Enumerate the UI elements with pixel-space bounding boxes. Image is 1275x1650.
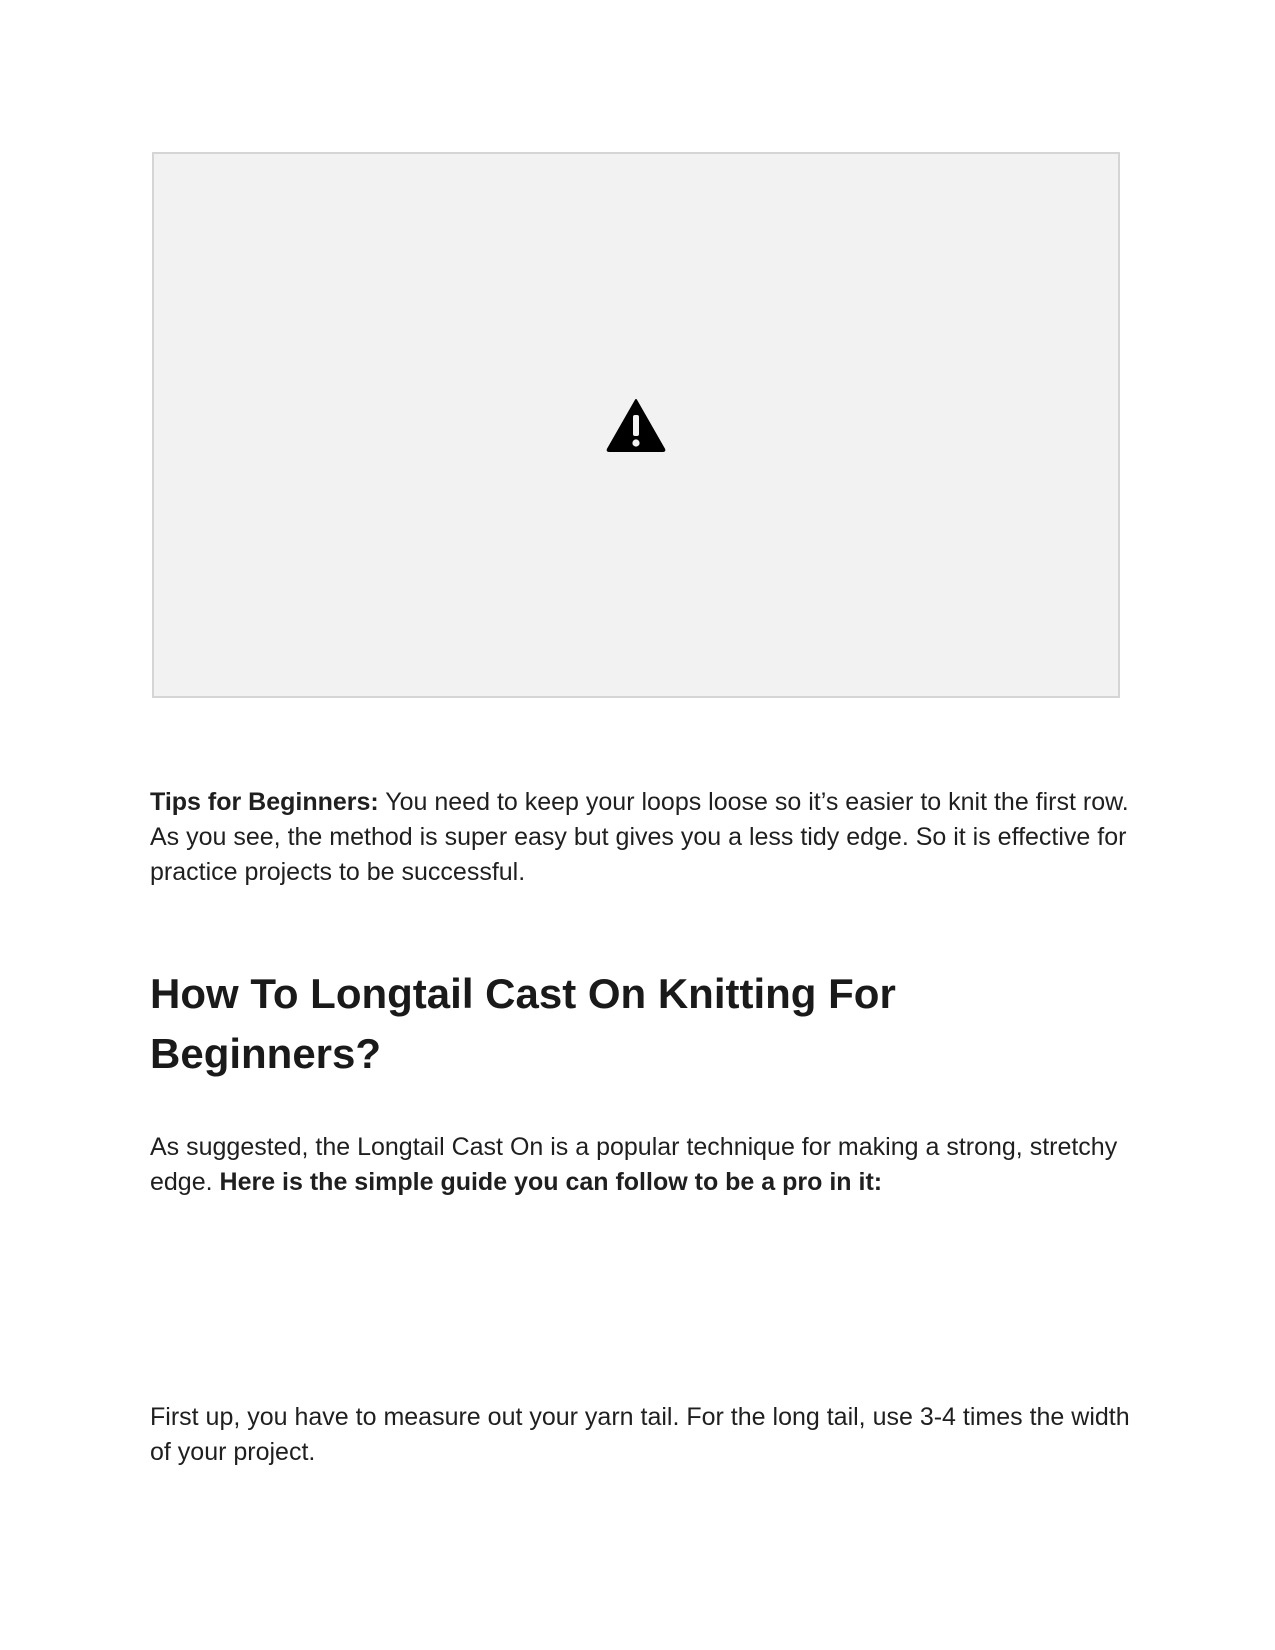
section-heading: How To Longtail Cast On Knitting For Beginners? [150, 970, 896, 1077]
warning-icon [606, 398, 666, 452]
tips-text: You need to keep your loops loose so it’s easier to knit the first row. As you see, the method is super easy but gives you a less tidy edge. So it is effective for practice projects to be successful. [150, 788, 1129, 886]
tips-paragraph [150, 785, 1130, 890]
intro-text: As suggested, the Longtail Cast On is a popular technique for making a strong, stretchy edge. [150, 1133, 1118, 1196]
broken-image-placeholder [152, 152, 1120, 698]
tips-label: Tips for Beginners: [150, 788, 379, 816]
intro-paragraph [150, 1130, 1130, 1200]
first-step-paragraph: First up, you have to measure out your yarn tail. For the long tail, use 3-4 times the width of your project. [150, 1403, 1130, 1466]
intro-bold-text: Here is the simple guide you can follow to be a pro in it: [219, 1168, 883, 1196]
